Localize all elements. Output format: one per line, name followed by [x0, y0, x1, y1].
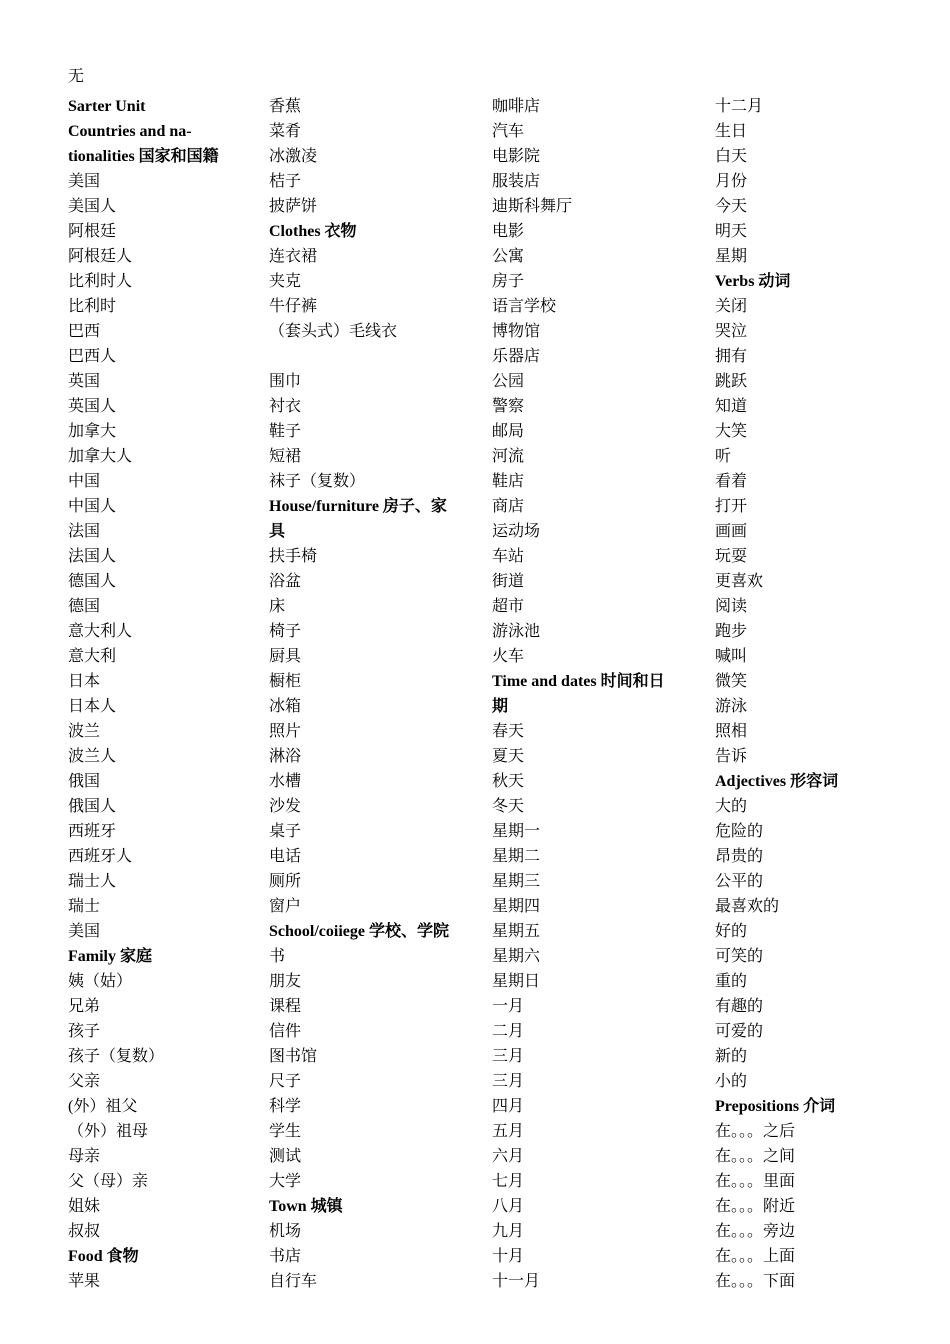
- vocab-entry: 五月: [492, 1123, 525, 1140]
- vocab-entry: 最喜欢的: [715, 898, 780, 915]
- vocab-entry: 可笑的: [715, 948, 764, 965]
- vocab-entry: 尺子: [269, 1073, 302, 1090]
- vocab-entry: 厨具: [269, 648, 302, 665]
- vocab-entry: 电影院: [492, 148, 541, 165]
- vocab-entry: 中国: [68, 473, 101, 490]
- vocab-entry: 迪斯科舞厅: [492, 198, 573, 215]
- vocab-entry: 袜子（复数）: [269, 473, 366, 490]
- section-heading: Clothes 衣物: [269, 223, 357, 240]
- vocab-entry: 星期五: [492, 923, 541, 940]
- vocab-entry: 公寓: [492, 248, 525, 265]
- vocab-entry: 房子: [492, 273, 525, 290]
- vocab-entry: 叔叔: [68, 1223, 101, 1240]
- vocab-entry: 可爱的: [715, 1023, 764, 1040]
- vocab-entry: 中国人: [68, 498, 117, 515]
- vocab-entry: 十一月: [492, 1273, 541, 1290]
- vocab-entry: 兄弟: [68, 998, 101, 1015]
- vocab-entry: 围巾: [269, 373, 302, 390]
- vocab-entry: 瑞士人: [68, 873, 117, 890]
- vocab-entry: 阿根廷: [68, 223, 117, 240]
- vocab-entry: 橱柜: [269, 673, 302, 690]
- section-heading: Adjectives 形容词: [715, 773, 839, 790]
- vocab-entry: 白天: [715, 148, 748, 165]
- vocab-entry: 瑞士: [68, 898, 101, 915]
- vocab-entry: 七月: [492, 1173, 525, 1190]
- vocab-entry: 星期一: [492, 823, 541, 840]
- section-heading: Family 家庭: [68, 948, 152, 965]
- vocab-entry: 警察: [492, 398, 525, 415]
- vocab-entry: 车站: [492, 548, 525, 565]
- vocab-entry: 德国人: [68, 573, 117, 590]
- vocab-entry: 测试: [269, 1148, 302, 1165]
- vocab-entry: 法国: [68, 523, 101, 540]
- vocab-entry: 十月: [492, 1248, 525, 1265]
- vocab-entry: 昂贵的: [715, 848, 764, 865]
- vocab-entry: 河流: [492, 448, 525, 465]
- vocab-entry: 明天: [715, 223, 748, 240]
- vocab-entry: 比利时人: [68, 273, 133, 290]
- column-3: [492, 94, 692, 1294]
- vocab-entry: 姨（姑）: [68, 973, 133, 990]
- vocab-entry: 日本: [68, 673, 101, 690]
- vocab-entry: 咖啡店: [492, 98, 541, 115]
- vocab-entry: 机场: [269, 1223, 302, 1240]
- vocab-entry: 运动场: [492, 523, 541, 540]
- vocab-entry: 三月: [492, 1073, 525, 1090]
- vocab-entry: 椅子: [269, 623, 302, 640]
- vocab-entry: 秋天: [492, 773, 525, 790]
- vocab-entry: 意大利人: [68, 623, 133, 640]
- vocab-entry: 扶手椅: [269, 548, 318, 565]
- vocab-entry: 床: [269, 598, 286, 615]
- vocab-entry: 夏天: [492, 748, 525, 765]
- vocab-entry: 西班牙: [68, 823, 117, 840]
- vocab-entry: 英国: [68, 373, 101, 390]
- vocab-entry: （外）祖母: [68, 1123, 149, 1140]
- vocab-entry: 在。。。之间: [715, 1148, 796, 1165]
- vocab-entry: 九月: [492, 1223, 525, 1240]
- vocab-entry: 父（母）亲: [68, 1173, 149, 1190]
- vocab-entry: 照相: [715, 723, 748, 740]
- vocab-entry: 比利时: [68, 298, 117, 315]
- vocab-entry: 公园: [492, 373, 525, 390]
- vocab-entry: 大笑: [715, 423, 748, 440]
- vocab-entry: 菜肴: [269, 123, 302, 140]
- vocab-entry: 四月: [492, 1098, 525, 1115]
- vocab-entry: 桔子: [269, 173, 302, 190]
- vocab-entry: 超市: [492, 598, 525, 615]
- vocab-entry: （套头式）毛线衣: [269, 323, 398, 340]
- vocab-entry: 加拿大人: [68, 448, 133, 465]
- vocab-entry: 好的: [715, 923, 748, 940]
- vocab-entry: 衬衣: [269, 398, 302, 415]
- vocab-entry: 星期三: [492, 873, 541, 890]
- vocab-entry: 美国: [68, 173, 101, 190]
- vocab-entry: 波兰人: [68, 748, 117, 765]
- vocab-entry: 连衣裙: [269, 248, 318, 265]
- vocab-entry: 危险的: [715, 823, 764, 840]
- vocab-entry: 短裙: [269, 448, 302, 465]
- vocab-entry: 书店: [269, 1248, 302, 1265]
- vocab-entry: 桌子: [269, 823, 302, 840]
- vocab-entry: 牛仔裤: [269, 298, 318, 315]
- vocab-entry: 关闭: [715, 298, 748, 315]
- vocab-entry: 生日: [715, 123, 748, 140]
- vocab-entry: 法国人: [68, 548, 117, 565]
- vocab-entry: 月份: [715, 173, 748, 190]
- vocab-entry: 玩耍: [715, 548, 748, 565]
- vocab-entry: 巴西人: [68, 348, 117, 365]
- vocab-entry: 喊叫: [715, 648, 748, 665]
- vocab-entry: 知道: [715, 398, 748, 415]
- vocab-entry: 德国: [68, 598, 101, 615]
- vocab-entry: 汽车: [492, 123, 525, 140]
- vocab-entry: 父亲: [68, 1073, 101, 1090]
- vocab-entry: 在。。。之后: [715, 1123, 796, 1140]
- vocab-entry: 春天: [492, 723, 525, 740]
- vocab-entry: 在。。。附近: [715, 1198, 796, 1215]
- vocab-entry: 信件: [269, 1023, 302, 1040]
- vocab-entry: 沙发: [269, 798, 302, 815]
- vocab-entry: 淋浴: [269, 748, 302, 765]
- vocab-entry: 窗户: [269, 898, 302, 915]
- vocab-entry: 俄国人: [68, 798, 117, 815]
- vocab-entry: 十二月: [715, 98, 764, 115]
- vocab-entry: 游泳: [715, 698, 748, 715]
- vocab-entry: 英国人: [68, 398, 117, 415]
- vocab-entry: 拥有: [715, 348, 748, 365]
- section-heading: Prepositions 介词: [715, 1098, 836, 1115]
- column-1: [68, 94, 258, 1294]
- vocab-entry: 朋友: [269, 973, 302, 990]
- vocab-entry: 六月: [492, 1148, 525, 1165]
- vocab-entry: 浴盆: [269, 573, 302, 590]
- vocab-entry: 星期日: [492, 973, 541, 990]
- vocab-entry: 冰激凌: [269, 148, 318, 165]
- vocab-entry: 看着: [715, 473, 748, 490]
- vocab-entry: 听: [715, 448, 732, 465]
- vocab-entry: 照片: [269, 723, 302, 740]
- vocab-entry: 意大利: [68, 648, 117, 665]
- vocab-entry: 今天: [715, 198, 748, 215]
- section-heading: Food 食物: [68, 1248, 139, 1265]
- vocab-entry: (外）祖父: [68, 1098, 138, 1115]
- vocab-entry: 巴西: [68, 323, 101, 340]
- vocab-entry: 画画: [715, 523, 748, 540]
- vocab-entry: 游泳池: [492, 623, 541, 640]
- vocab-entry: 在。。。旁边: [715, 1223, 796, 1240]
- vocab-entry: 在。。。里面: [715, 1173, 796, 1190]
- vocab-entry: 新的: [715, 1048, 748, 1065]
- vocab-entry: 跳跃: [715, 373, 748, 390]
- vocab-entry: 邮局: [492, 423, 525, 440]
- vocab-entry: 语言学校: [492, 298, 557, 315]
- vocab-entry: 一月: [492, 998, 525, 1015]
- vocab-entry: 孩子（复数）: [68, 1048, 165, 1065]
- section-heading: Verbs 动词: [715, 273, 791, 290]
- vocab-entry: 小的: [715, 1073, 748, 1090]
- vocab-entry: 星期四: [492, 898, 541, 915]
- vocab-entry: 波兰: [68, 723, 101, 740]
- vocab-entry: 大学: [269, 1173, 302, 1190]
- section-heading: 具: [269, 523, 286, 540]
- vocab-entry: 冬天: [492, 798, 525, 815]
- vocab-entry: 阿根廷人: [68, 248, 133, 265]
- vocab-entry: 学生: [269, 1123, 302, 1140]
- vocab-entry: 图书馆: [269, 1048, 318, 1065]
- vocab-entry: 商店: [492, 498, 525, 515]
- vocab-entry: 披萨饼: [269, 198, 318, 215]
- vocab-entry: 微笑: [715, 673, 748, 690]
- vocab-entry: 美国: [68, 923, 101, 940]
- vocab-entry: 课程: [269, 998, 302, 1015]
- vocab-entry: 自行车: [269, 1273, 318, 1290]
- vocab-entry: 水槽: [269, 773, 302, 790]
- vocab-entry: 鞋子: [269, 423, 302, 440]
- vocab-entry: 星期六: [492, 948, 541, 965]
- vocab-entry: 加拿大: [68, 423, 117, 440]
- vocab-entry: 孩子: [68, 1023, 101, 1040]
- section-heading: Time and dates 时间和日: [492, 673, 665, 690]
- vocab-entry: 香蕉: [269, 98, 302, 115]
- vocab-entry: 跑步: [715, 623, 748, 640]
- vocab-entry: 重的: [715, 973, 748, 990]
- vocab-entry: 街道: [492, 573, 525, 590]
- section-heading: tionalities 国家和国籍: [68, 148, 219, 165]
- vocab-entry: 夹克: [269, 273, 302, 290]
- section-heading: Countries and na-: [68, 123, 192, 140]
- vocab-entry: 博物馆: [492, 323, 541, 340]
- vocab-entry: 哭泣: [715, 323, 748, 340]
- vocab-entry: 美国人: [68, 198, 117, 215]
- vocab-entry: 书: [269, 948, 286, 965]
- vocab-entry: 二月: [492, 1023, 525, 1040]
- section-heading: 期: [492, 698, 509, 715]
- vocab-entry: 更喜欢: [715, 573, 764, 590]
- vocab-entry: 三月: [492, 1048, 525, 1065]
- vocab-entry: 俄国: [68, 773, 101, 790]
- section-heading: School/coiiege 学校、学院: [269, 923, 449, 940]
- vocab-entry: 西班牙人: [68, 848, 133, 865]
- vocab-entry: [269, 344, 469, 369]
- section-heading: Sarter Unit: [68, 98, 146, 115]
- column-4: [715, 94, 915, 1294]
- vocab-entry: 电话: [269, 848, 302, 865]
- vocab-entry: 鞋店: [492, 473, 525, 490]
- vocab-entry: 服装店: [492, 173, 541, 190]
- vocab-entry: 星期二: [492, 848, 541, 865]
- vocab-entry: 母亲: [68, 1148, 101, 1165]
- column-2: [269, 94, 469, 1294]
- top-note: 无: [68, 68, 85, 85]
- vocab-entry: 大的: [715, 798, 748, 815]
- vocab-entry: 厕所: [269, 873, 302, 890]
- vocab-entry: 告诉: [715, 748, 748, 765]
- vocab-entry: 星期: [715, 248, 748, 265]
- vocab-entry: 在。。。上面: [715, 1248, 796, 1265]
- vocab-entry: 公平的: [715, 873, 764, 890]
- vocab-entry: 苹果: [68, 1273, 101, 1290]
- vocab-entry: 在。。。下面: [715, 1273, 796, 1290]
- section-heading: House/furniture 房子、家: [269, 498, 447, 515]
- vocab-entry: 打开: [715, 498, 748, 515]
- vocab-entry: 阅读: [715, 598, 748, 615]
- vocab-entry: 科学: [269, 1098, 302, 1115]
- vocab-entry: 火车: [492, 648, 525, 665]
- vocab-entry: 电影: [492, 223, 525, 240]
- section-heading: Town 城镇: [269, 1198, 343, 1215]
- vocab-entry: 姐妹: [68, 1198, 101, 1215]
- vocab-entry: 冰箱: [269, 698, 302, 715]
- vocab-entry: 八月: [492, 1198, 525, 1215]
- vocab-entry: 日本人: [68, 698, 117, 715]
- vocab-entry: 有趣的: [715, 998, 764, 1015]
- vocab-entry: 乐器店: [492, 348, 541, 365]
